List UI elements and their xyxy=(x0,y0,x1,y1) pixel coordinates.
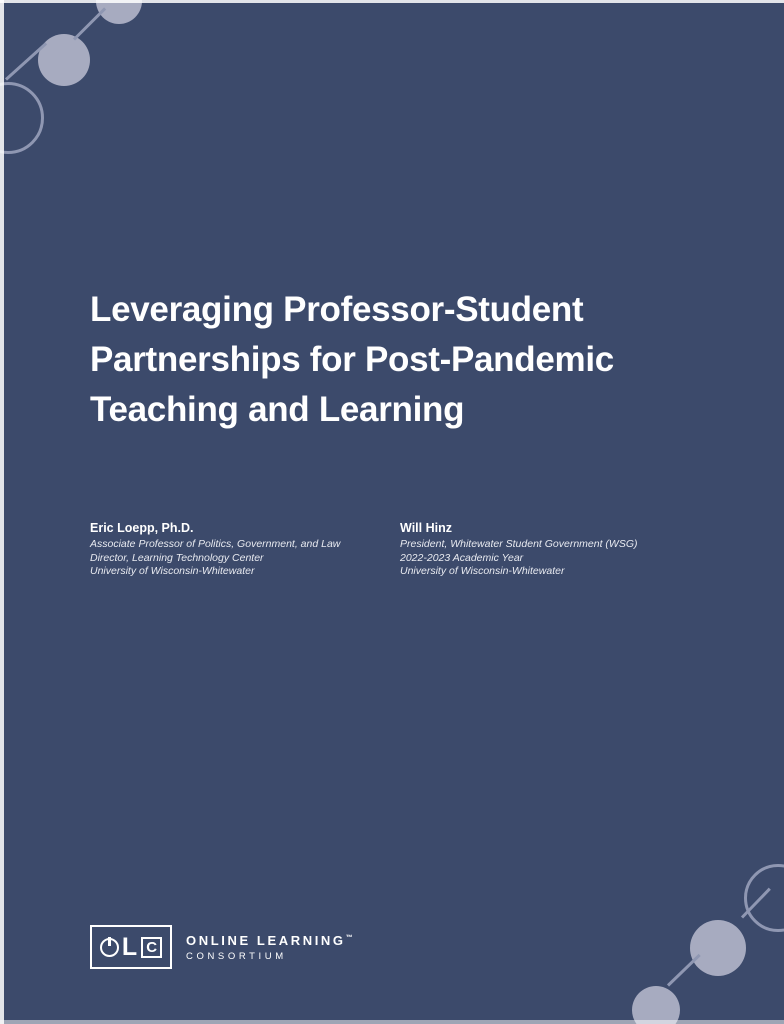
decorative-ring xyxy=(0,82,44,154)
page-edge-left xyxy=(0,0,4,1024)
decorative-line xyxy=(667,954,701,987)
page-title: Leveraging Professor-Student Partnerships for Post-Pandemic Teaching and Learning xyxy=(90,290,614,430)
author-affiliation-line: President, Whitewater Student Government (WSG) xyxy=(400,538,638,550)
author-affiliation-line: Director, Learning Technology Center xyxy=(90,551,264,564)
decorative-line xyxy=(5,42,47,80)
page-edge-top xyxy=(0,0,784,3)
author-name: Eric Loepp, Ph.D. xyxy=(90,521,194,535)
olc-logo-name-bottom: CONSORTIUM xyxy=(186,950,287,962)
author-affiliation-line: 2022-2023 Academic Year xyxy=(400,551,524,564)
olc-logo-name-top xyxy=(186,933,353,948)
decorative-ring xyxy=(744,864,784,932)
decorative-dot xyxy=(632,986,680,1024)
decorative-dot xyxy=(96,0,142,24)
decorative-line xyxy=(741,888,771,919)
author-name: Will Hinz xyxy=(400,521,452,535)
author-affiliation-line: Associate Professor of Politics, Government, and Law xyxy=(90,538,341,550)
author-block xyxy=(90,520,710,579)
decorative-line xyxy=(73,7,106,40)
author-affiliation-line: University of Wisconsin-Whitewater xyxy=(400,565,565,577)
power-icon xyxy=(100,938,119,957)
logo-letter-c: C xyxy=(146,938,158,956)
olc-logo-letters xyxy=(100,932,162,961)
olc-logo-name-top-label: ONLINE LEARNING xyxy=(186,932,346,948)
olc-logo xyxy=(90,925,353,969)
page-edge-bottom xyxy=(0,1020,784,1024)
olc-logo-text xyxy=(186,933,353,962)
logo-letter-c-box xyxy=(141,937,162,958)
author-affiliation-line: University of Wisconsin-Whitewater xyxy=(90,565,255,577)
olc-logo-mark xyxy=(90,925,172,969)
author-entry xyxy=(400,520,710,579)
logo-letter-l: L xyxy=(121,932,138,961)
decorative-dot xyxy=(38,34,90,86)
decorative-dot xyxy=(690,920,746,976)
trademark-symbol: ™ xyxy=(345,934,353,942)
author-entry xyxy=(90,520,400,579)
